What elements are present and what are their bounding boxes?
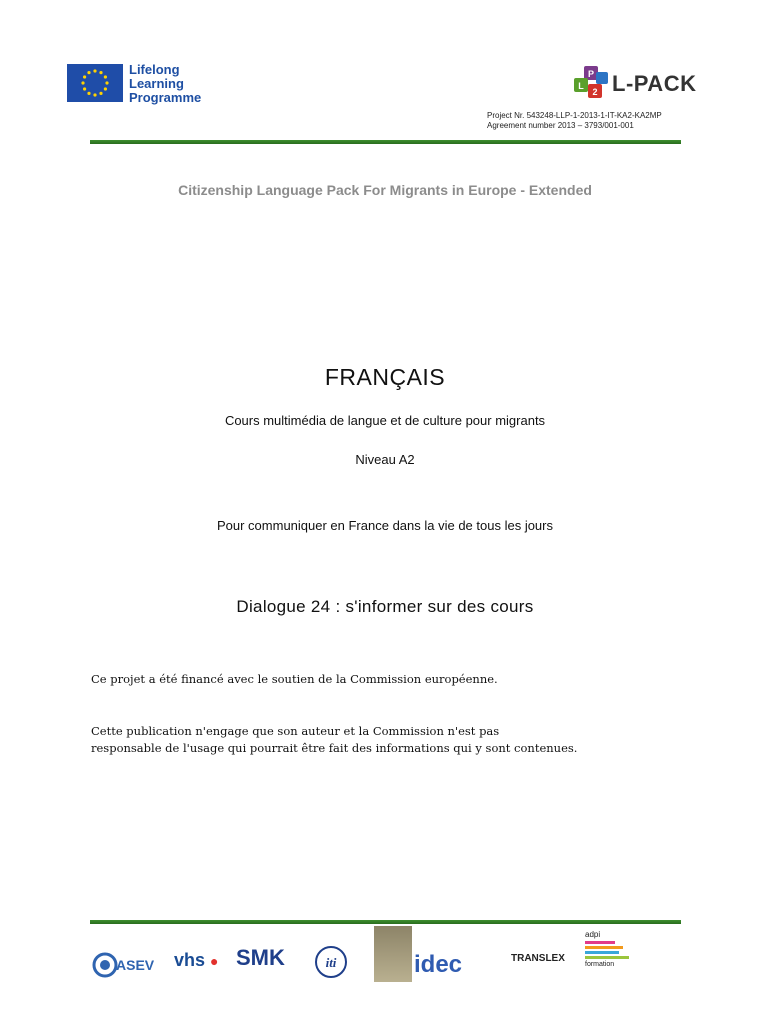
iti-logo [314,945,348,979]
funding-statement: Ce projet a été financé avec le soutien de la Commission européenne. [91,672,498,686]
header-divider [90,140,681,144]
disclaimer [91,723,691,757]
project-title: Citizenship Language Pack For Migrants in Europe - Extended [178,182,592,198]
idec-logo: idec [414,951,463,978]
vhs-dots-icon: ● [210,953,219,969]
translex-logo: TRANSLEX [511,953,565,964]
asev-logo [92,950,162,980]
dialogue-title: Dialogue 24 : s'informer sur des cours [236,597,534,616]
adpi-bar-pink [585,941,615,944]
adpi-subtitle: formation [585,961,615,968]
programme-line-1: Lifelong [129,62,180,77]
smk-logo: SMK [236,945,285,970]
vhs-logo [174,950,219,971]
eu-stars-icon [67,64,123,102]
disclaimer-line-2: responsable de l'usage qui pourrait être fait des informations qui y sont contenues. [91,741,578,755]
lpack-letter-2: 2 [592,87,598,97]
footer-divider [90,920,681,924]
adpi-label: adpi [585,930,601,939]
iti-circle-icon [314,945,348,979]
partner-photo-logo [374,926,412,982]
adpi-bar-blue [585,951,619,954]
iti-label: iti [325,955,337,970]
adpi-bar-orange [585,946,623,949]
agreement-number: Agreement number 2013 – 3793/001-001 [487,121,634,130]
lpack-cube-logo [574,66,610,102]
lpack-letter-p: P [587,69,595,79]
vhs-label: vhs [174,950,206,970]
disclaimer-line-1: Cette publication n'engage que son auteur et la Commission n'est pas [91,724,500,738]
project-number: Project Nr. 543248-LLP-1-2013-1-IT-KA2-KA2MP [487,111,662,120]
asev-swirl-icon [92,950,162,980]
programme-name [129,63,201,105]
project-info [487,111,662,131]
lpack-letter-l: L [578,81,584,91]
course-description: Cours multimédia de langue et de culture pour migrants [224,413,546,428]
brand-title: L-PACK [612,71,697,96]
language-title: FRANÇAIS [324,364,446,390]
adpi-logo [585,930,631,974]
course-level: Niveau A2 [355,452,415,467]
adpi-bar-green [585,956,629,959]
asev-label: ASEV [116,957,155,973]
eu-flag-logo [67,64,123,102]
programme-line-2: Learning [129,76,184,91]
course-purpose: Pour communiquer en France dans la vie de tous les jours [216,518,553,533]
programme-line-3: Programme [129,90,202,105]
